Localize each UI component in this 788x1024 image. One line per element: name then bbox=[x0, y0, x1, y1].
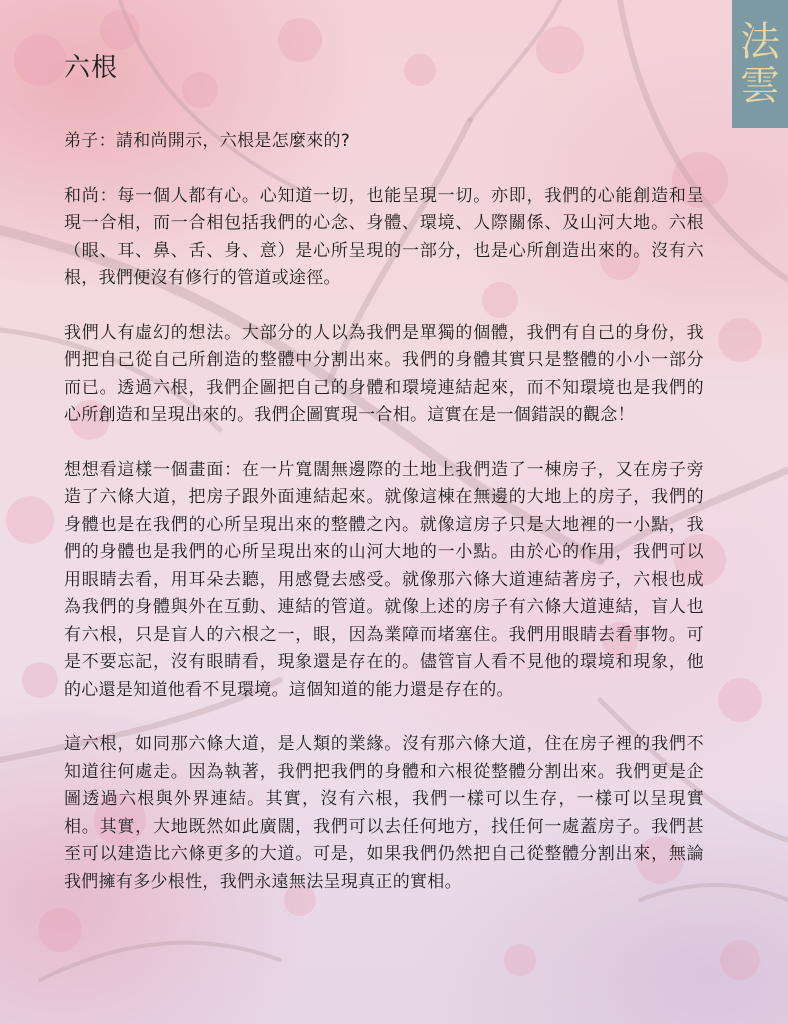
answer-paragraph-3: 想想看這樣一個畫面：在一片寬闊無邊際的土地上我們造了一棟房子，又在房子旁造了六條大道，把房子跟外面連結起來。就像這棟在無邊的大地上的房子，我們的身體也是在我們的心所呈現出來的整體之內。就像這房子只是大地裡的一小點，我們的身體也是我們的心所呈現出來的山河大地的一小點。由於心的作用，我們可以用眼睛去看，用耳朵去聽，用感覺去感受。就像那六條大道連結著房子，六根也成為我們的身體與外在互動、連結的管道。就像上述的房子有六條大道連結，盲人也有六根，只是盲人的六根之一，眼，因為業障而堵塞住。我們用眼睛去看事物。可是不要忘記，沒有眼睛看，現象還是存在的。儘管盲人看不見他的環境和現象，他的心還是知道他看不見環境。這個知道的能力還是存在的。 bbox=[64, 459, 704, 700]
answer-paragraph-2: 我們人有虛幻的想法。大部分的人以為我們是單獨的個體，我們有自己的身份，我們把自己從自己所創造的整體中分割出來。我們的身體其實只是整體的小小一部分而已。透過六根，我們企圖把自己的身體和環境連結起來，而不知環境也是我們的心所創造和呈現出來的。我們企圖實現一合相。這實在是一個錯誤的觀念！ bbox=[64, 322, 704, 425]
logo-char-yun: 雲 bbox=[740, 63, 780, 109]
question-paragraph: 弟子：請和尚開示，六根是怎麼來的? bbox=[64, 131, 351, 151]
answer-paragraph-4: 這六根，如同那六條大道，是人類的業緣。沒有那六條大道，住在房子裡的我們不知道往何處走。因為執著，我們把我們的身體和六根從整體分割出來。我們更是企圖透過六根與外界連結。其實，沒有六根，我們一樣可以生存，一樣可以呈現實相。其實，大地既然如此廣闊，我們可以去任何地方，找任何一處蓋房子。我們甚至可以建造比六條更多的大道。可是，如果我們仍然把自己從整體分割出來，無論我們擁有多少根性，我們永遠無法呈現真正的實相。 bbox=[64, 734, 704, 892]
fayun-logo bbox=[732, 0, 788, 128]
page-title: 六根 bbox=[64, 53, 119, 83]
article bbox=[64, 48, 704, 923]
answer-paragraph-1: 和尚：每一個人都有心。心知道一切，也能呈現一切。亦即，我們的心能創造和呈現一合相，而一合相包括我們的心念、身體、環境、人際關係、及山河大地。六根（眼、耳、鼻、舌、身、意）是心所呈現的一部分，也是心所創造出來的。沒有六根，我們便沒有修行的管道或途徑。 bbox=[64, 185, 704, 288]
logo-char-fa: 法 bbox=[740, 19, 780, 65]
